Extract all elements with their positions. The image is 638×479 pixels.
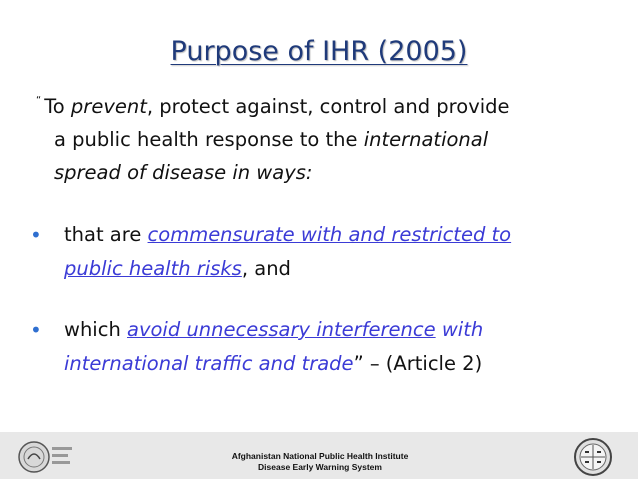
link-avoid-interference[interactable]: avoid unnecessary interference (127, 318, 436, 341)
seal-logo-icon (564, 437, 622, 477)
intro-paragraph (36, 90, 616, 189)
institute-logo-icon (16, 437, 76, 477)
intro-text: , protect against, control and provide (146, 95, 510, 118)
bullet-text: which (64, 318, 128, 341)
bullet-2-line-1 (30, 313, 610, 347)
bullet-text-with: with (435, 318, 484, 341)
bullet-2-line-2 (30, 347, 610, 381)
bullet-text-traffic: international traffic and trade (64, 352, 354, 375)
bullet-dot-icon: • (30, 318, 42, 342)
intro-line-3: spread of disease in ways: (54, 161, 313, 184)
intro-emphasis-international: international (363, 128, 489, 151)
link-commensurate[interactable]: commensurate with and restricted to (147, 223, 512, 246)
intro-line-2 (36, 123, 616, 156)
intro-emphasis-prevent: prevent (70, 95, 147, 118)
footer-system-name: Disease Early Warning System (258, 462, 382, 472)
bullet-text: that are (64, 223, 148, 246)
intro-text: a public health response to the (54, 128, 364, 151)
bullet-text-article: ” – (Article 2) (353, 352, 483, 375)
bullet-1-line-1 (30, 218, 610, 252)
bullet-text: , and (241, 257, 291, 280)
slide-title: Purpose of IHR (2005) (170, 36, 468, 67)
intro-text: To (44, 95, 71, 118)
intro-line-1 (36, 90, 616, 123)
opening-quote-mark: “ (36, 95, 42, 106)
bullet-dot-icon: • (30, 223, 42, 247)
bullet-item-1 (30, 218, 610, 286)
link-public-health-risks[interactable]: public health risks (64, 257, 242, 280)
bullet-1-line-2 (30, 252, 610, 286)
bullet-item-2 (30, 313, 610, 381)
footer-institute-name: Afghanistan National Public Health Institute (231, 451, 409, 461)
footer-text (200, 451, 440, 473)
